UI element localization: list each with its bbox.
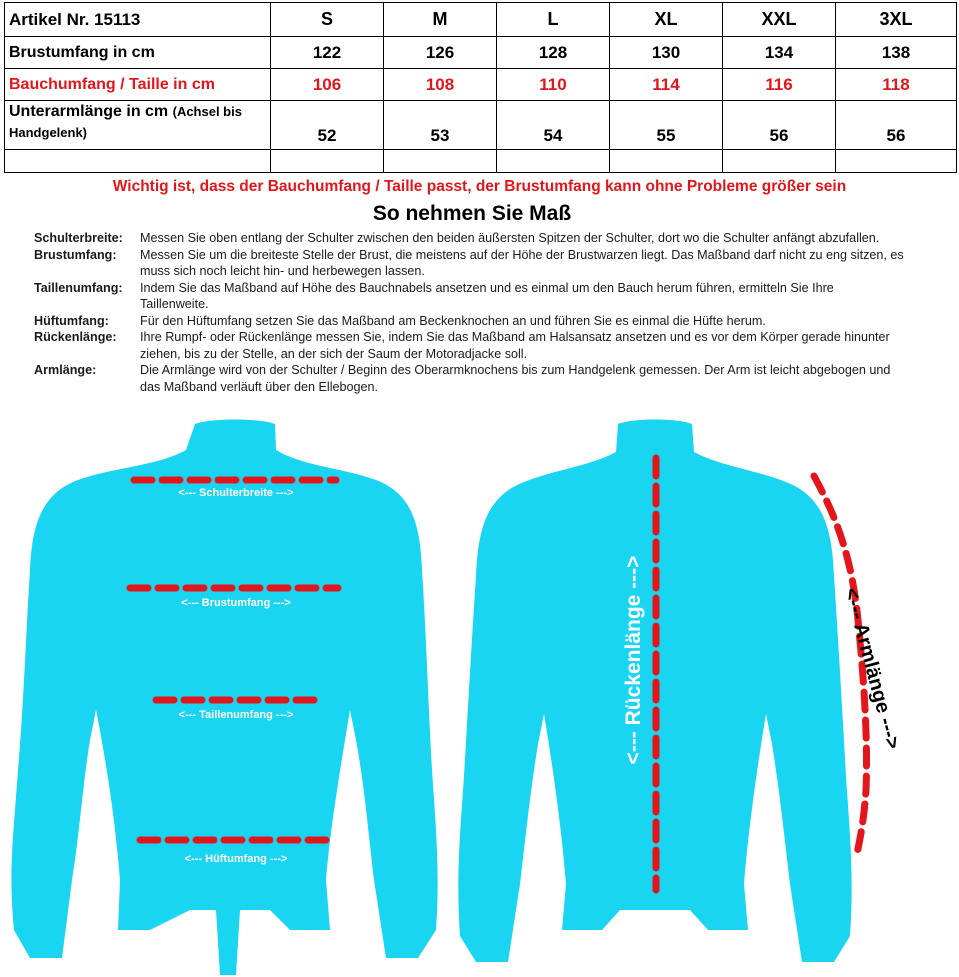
definition-text: Messen Sie oben entlang der Schulter zwischen den beiden äußersten Spitzen der Schulter, dort wo die Schulter anfängt abzufallen.	[140, 231, 880, 245]
waist-label: <--- Taillenumfang --->	[178, 709, 294, 721]
table-cell: 128	[497, 37, 610, 69]
definition-text: Indem Sie das Maßband auf Höhe des Bauchnabels ansetzen und es einmal um den Bauch herum führen, ermitteln Sie Ihre Taillenweite.	[140, 280, 834, 311]
size-header: S	[271, 3, 384, 37]
definition-waist	[34, 280, 904, 313]
table-cell	[610, 150, 723, 173]
article-number: Artikel Nr. 15113	[5, 3, 271, 37]
row-label	[5, 101, 271, 150]
table-cell	[723, 150, 836, 173]
definition-arm-length	[34, 362, 904, 395]
hip-label: <--- Hüftumfang --->	[184, 853, 288, 865]
shoulder-width-label: <--- Schulterbreite --->	[178, 487, 294, 499]
table-cell: 118	[836, 69, 957, 101]
size-table	[4, 2, 957, 173]
chest-label: <--- Brustumfang --->	[181, 597, 291, 609]
back-length-label: <--- Rückenlänge --->	[622, 555, 645, 765]
row-label-main: Unterarmlänge in cm	[9, 103, 169, 120]
definition-term: Hüftumfang:	[34, 313, 109, 328]
table-row-waist	[5, 69, 957, 101]
definition-term: Taillenumfang:	[34, 280, 123, 295]
table-cell: 122	[271, 37, 384, 69]
definition-term: Schulterbreite:	[34, 231, 123, 245]
row-label: Bauchumfang / Taille in cm	[5, 69, 271, 101]
table-cell	[497, 150, 610, 173]
table-cell: 56	[836, 101, 957, 150]
instructions-title: So nehmen Sie Maß	[372, 202, 572, 225]
definition-term: Brustumfang:	[34, 247, 117, 262]
table-cell: 138	[836, 37, 957, 69]
table-cell	[5, 150, 271, 173]
table-cell: 52	[271, 101, 384, 150]
arm-length-label: <--- Armlänge --->	[839, 585, 904, 752]
row-label-note: (Achsel bis	[172, 104, 242, 119]
table-row-forearm	[5, 101, 957, 150]
definition-shoulder	[34, 230, 904, 247]
table-row-chest	[5, 37, 957, 69]
definition-text: Die Armlänge wird von der Schulter / Beginn des Oberarmknochens bis zum Handgelenk gemessen. Der Arm ist leicht abgebogen und das Maßband verläuft über den Ellebogen.	[140, 363, 891, 394]
table-cell: 126	[384, 37, 497, 69]
table-cell: 116	[723, 69, 836, 101]
table-cell: 110	[497, 69, 610, 101]
size-header: XL	[610, 3, 723, 37]
table-cell	[271, 150, 384, 173]
fit-warning: Wichtig ist, dass der Bauchumfang / Taille passt, der Brustumfang kann ohne Probleme größer sein	[112, 178, 847, 195]
table-cell: 53	[384, 101, 497, 150]
definition-chest	[34, 247, 904, 280]
definition-hip	[34, 313, 904, 330]
row-label-note-line2: Handgelenk)	[9, 125, 88, 140]
definition-text: Messen Sie um die breiteste Stelle der Brust, die meistens auf der Höhe der Brustwarzen liegt. Das Maßband darf nicht zu eng sitzen, es muss sich noch leicht hin- und herbewegen lassen.	[140, 247, 904, 278]
definition-term: Rückenlänge:	[34, 330, 117, 344]
table-row-empty	[5, 150, 957, 173]
table-cell: 114	[610, 69, 723, 101]
table-cell: 55	[610, 101, 723, 150]
table-cell: 56	[723, 101, 836, 150]
size-header: L	[497, 3, 610, 37]
table-cell	[384, 150, 497, 173]
table-cell: 130	[610, 37, 723, 69]
definition-back-length	[34, 329, 904, 362]
size-header: XXL	[723, 3, 836, 37]
table-cell: 106	[271, 69, 384, 101]
definition-text: Für den Hüftumfang setzen Sie das Maßband am Beckenknochen an und führen Sie es einmal die Hüfte herum.	[140, 313, 766, 328]
table-header-row	[5, 3, 957, 37]
table-cell	[836, 150, 957, 173]
table-cell: 134	[723, 37, 836, 69]
measurement-definitions	[34, 230, 904, 395]
measurement-figure	[0, 410, 959, 975]
table-cell: 54	[497, 101, 610, 150]
definition-term: Armlänge:	[34, 363, 97, 377]
definition-text: Ihre Rumpf- oder Rückenlänge messen Sie, indem Sie das Maßband am Halsansatz ansetzen und es vor dem Körper gerade hinunter ziehen, bis zu der Stelle, an der sich der Saum der Motoradjacke soll.	[140, 330, 890, 361]
table-cell: 108	[384, 69, 497, 101]
size-header: M	[384, 3, 497, 37]
row-label: Brustumfang in cm	[5, 37, 271, 69]
size-header: 3XL	[836, 3, 957, 37]
